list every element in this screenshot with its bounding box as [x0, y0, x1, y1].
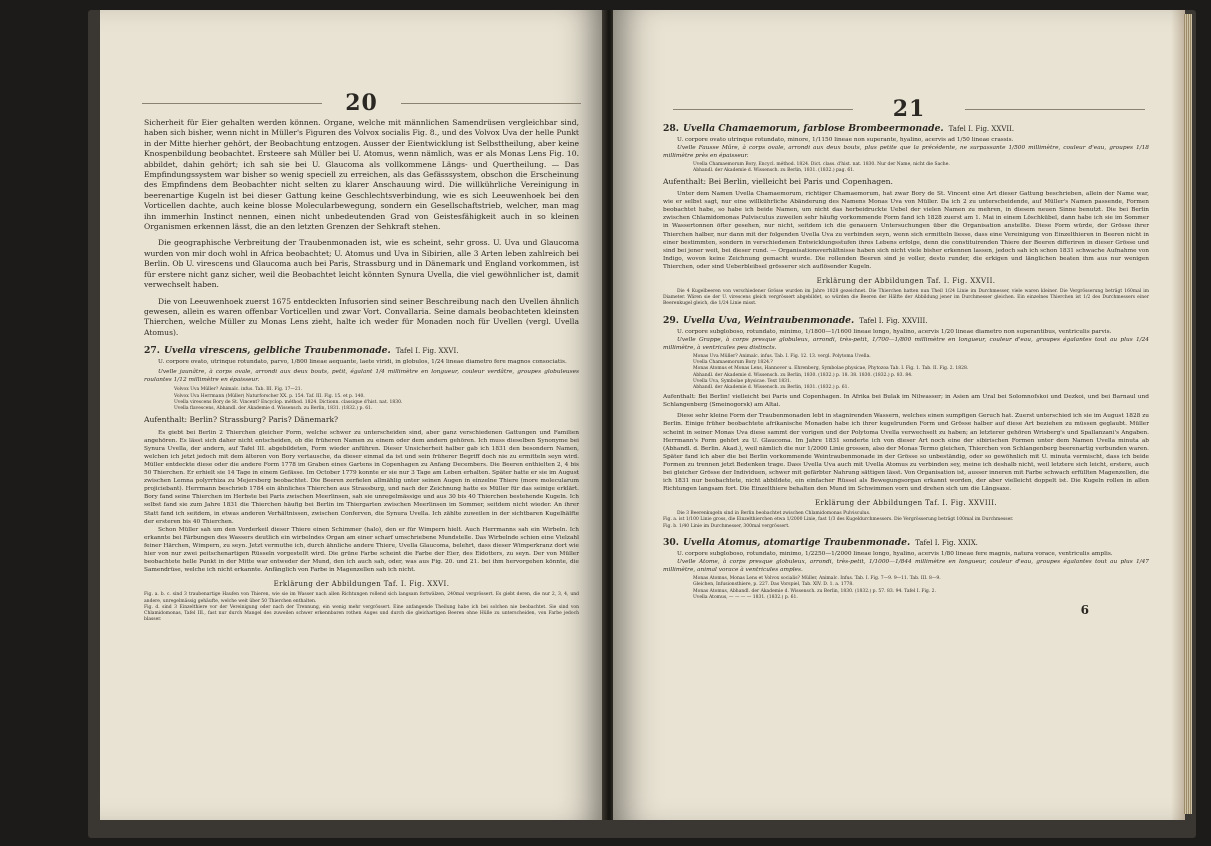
header-rule — [142, 103, 322, 104]
figure-explanation: Fig. b. 1/40 Linie im Durchmesser, 300mal vergrössert. — [663, 523, 790, 529]
synonym-list — [174, 387, 579, 412]
figure-explanation: Die 4 Kugelbeeren von verschiedener Grösse wurden im Jahre 1828 gezeichnet. Die Thierchen hatten nun Theil 1/24 Linie im Durchmesser, viele waren kleiner. Die Vergrösserung beträgt 160mal im Diameter. Wären sie der U. virescens gleich vergrössert abgebildet, so würden die Beeren der Hälfte der Abbildung jener im Durchmesser gleichen. Ein einzelnes Thierchen ist 1/2 des Durchmessers einer Beerenkugel gleich, die 1/24 Linie misst. — [663, 289, 1149, 307]
synonym: Monas Uva Müller? Animalc. infus. Tab. I. Fig. 12. 13. vergl. Polytoma Uvella. — [693, 353, 871, 359]
synonym: Abhandl. der Akademie d. Wissensch. zu Berlin, 1831. (1832.) p. 61. — [693, 384, 849, 390]
plate-reference: Tafel I. Fig. XXVII. — [948, 125, 1015, 133]
species-name: Uvella virescens, gelbliche Traubenmonade. — [163, 345, 391, 357]
page-number: 20 — [335, 90, 388, 116]
figure-explanation: Die 3 Beerenkugeln sind in Berlin beobachtet zwischen Chlamidomonas Pulvisculus. — [677, 511, 871, 517]
page-header-right — [673, 96, 1145, 122]
left-page — [100, 10, 605, 820]
synonym: Uvella Atomus, — — — — 1831. (1832.) p. 61. — [693, 594, 798, 600]
synonym: Gleichen, Infusionsthiere, p. 227. Das Vorspiel, Tab. XIV. D. 1. a. 1778. — [693, 582, 854, 588]
right-page-body — [663, 122, 1149, 617]
synonym: Uvella virescens Bory de St. Vincent? Encyclop. méthod. 1824. Dictionn. classique d'hist. nat. 1830. — [174, 399, 403, 405]
habitat: Aufenthalt: Bei Berlin! vielleicht bei Paris und Copenhagen. In Afrika bei Bulak im Nilwasser; in Asien am Ural bei Solomnofskoi und Dezkoi, und bei Barnaul und Schlangenberg (Smeinogorsk) am Altai. — [663, 394, 1149, 409]
synonym: Volvox Uva Müller? Animalc. infus. Tab. III. Fig. 17—21. — [174, 387, 303, 393]
french-diagnosis: Uvelle Grappe, à corps presque globuleux, arrondi, très-petit, 1/700—1/800 millimètre en longueur, couleur d'eau, groupes égalantes tout au plus 1/24 millimètre, à ventricules peu distincts. — [663, 336, 1149, 351]
page-number: 21 — [883, 96, 936, 122]
synonym: Volvox Uva Herrmann (Müller) Naturforscher XX. p. 154. Taf. III. Fig. 15. et p. 140. — [174, 393, 365, 399]
paragraph: Die geographische Verbreitung der Traubenmonaden ist, wie es scheint, sehr gross. U. Uva und Glaucoma wurden von mir doch wohl in Africa beobachtet; U. Atomus und Uva in Sibirien, alle 3 Arten leben zahlreich bei Berlin. Ob U. virescens und Glaucoma auch bei Paris, Strassburg und in Dänemark und England vorkommen, ist für erstere nicht ganz sicher, weil die Beobachtet leicht könnten Synura Uvella, die viel gewöhnlicher ist, damit verwechselt haben. — [144, 238, 579, 290]
synonym: Uvella flavescens, Abhandl. der Akademie d. Wissensch. zu Berlin, 1831. (1832.) p. 61. — [174, 406, 373, 412]
paragraph: Schon Müller sah um den Vorderkeil dieser Thiere einen Schimmer (halo), den er für Wimpern hielt. Auch Herrmanns sah ein Wirbeln. Ich erkannte bei Färbungen des Wassers deutlich ein wirbelndes Organ am einer scharf umschriebene Mundstelle. Das Wirbelnde schien eine Vielzahl feiner Härchen, Wimpern, zu seyn. Jetzt vermuthe ich, durch ähnliche andere Thiere, Uvella Glaucoma, belehrt, dass dieser Wimperkranz dort wie hier von nur zwei peitschenartigen Rüsseln vorgestellt wird. Die grüne Farbe scheint die Farbe der Eier, des Eidotters, zu seyn. Der von Müller beobachtete helle Punkt in der Mitte war entweder der Mund, den ich auch sah, oder, was aus Fig. 20. und 21. bei ihm hervorgehen könnte, die Samendrüse, welche ich nicht erkannte. Anfänglich von Farbe in Magenzellen sah ich nicht. — [144, 526, 579, 574]
species-heading — [144, 344, 579, 358]
habitat: Aufenthalt: Berlin? Strassburg? Paris? Dänemark? — [144, 415, 339, 425]
french-diagnosis: Uvelle Atome, à corps presque globuleux, arrondi, très-petit, 1/1000—1/844 millimètre en longueur, couleur d'eau, groupes égalantes tout au plus 1/47 millimètre, animal vorace à ventricules amples. — [663, 558, 1149, 574]
figure-explanation-heading: Erklärung der Abbildungen Taf. I. Fig. XXVII. — [816, 277, 996, 286]
species-heading — [663, 122, 1149, 136]
species-name: Uvella Chamaemorum, farblose Brombeermonade. — [682, 123, 944, 134]
page-header-left — [142, 90, 581, 116]
synonym: Uvella Chamaemorum Bory 1824.? — [693, 360, 773, 366]
latin-diagnosis: U. corpore ovato utrinque rotundato, minore, 1/1150 lineae non superante, hyalino, acervis ad 1/50 lineae crassis. — [677, 137, 1014, 143]
header-rule — [673, 109, 853, 110]
plate-reference: Tafel I. Fig. XXVIII. — [859, 316, 928, 325]
synonym-list — [693, 576, 1149, 601]
species-number: 27. — [144, 345, 160, 357]
synonym: Monas Atomus, Abhandl. der Akademie d. Wissensch. zu Berlin, 1830. (1832.) p. 57. 83. 94. Tafel I. Fig. 2. — [693, 588, 936, 594]
species-number: 29. — [663, 314, 679, 326]
synonym: Uvella Chamaemorum Bory, Encycl. méthod. 1824. Dict. class. d'hist. nat. 1830. Nur der Name, nicht die Sache. — [693, 162, 950, 168]
synonym: Monas Atomus et Monas Lens, Hannover u. Ehrenberg, Symbolae physicae, Phytozoa Tab. I. Fig. 1. Tab. II. Fig. 2. 1828. — [693, 366, 969, 372]
figure-explanation-heading: Erklärung der Abbildungen Taf. I. Fig. XXVI. — [273, 580, 450, 589]
french-diagnosis: Uvelle Fausse Mûre, à corps ovale, arrondi aux deux bouts, plus petite que la précédente, ne surpassante 1/500 millimètre, couleur d'eau, groupes 1/18 millimètre près en épaisseur. — [663, 145, 1149, 160]
species-heading — [663, 536, 1149, 550]
plate-reference: Tafel I. Fig. XXVI. — [395, 347, 459, 356]
figure-explanation: Fig. a. b. c. sind 3 traubenartige Haufen von Thieren, wie sie im Wasser nach allen Richtungen rollend sich langsam fortwälzen, 240mal vergrössert. Es giebt deren, die nur 2, 3, 4, und andere, unregelmässig gehäufte, welche weit über 50 Thierchen enthalten. — [144, 592, 579, 604]
synonym-list — [693, 162, 1149, 174]
header-rule — [965, 109, 1145, 110]
paragraph: Die von Leeuwenhoek zuerst 1675 entdeckten Infusorien sind seiner Beschreibung nach den Uvellen ähnlich gewesen, allein es waren offenbar Vorticellen und zwar Vort. Convallaria. Seine damals beobachteten kleinsten Thierchen, welche Müller zu Monas Lens zieht, halte ich weder für Monaden noch für Uvellen (vergl. Uvella Atomus). — [144, 296, 580, 337]
habitat: Aufenthalt: Bei Berlin, vielleicht bei Paris und Copenhagen. — [663, 176, 893, 186]
species-name: Uvella Uva, Weintraubenmonade. — [682, 314, 855, 326]
left-page-body — [144, 118, 579, 623]
species-number: 28. — [663, 123, 679, 134]
synonym: Abhandl. der Akademie d. Wissensch. zu Berlin, 1831. (1832.) pag. 61. — [693, 168, 855, 174]
figure-explanation: Fig. d. sind 3 Einzelthiere vor der Vereinigung oder nach der Trennung, ein wenig mehr vergrössert. Eine anfangende Theilung habe ich bei solchen nie beobachtet. Sie sind von Chlamidomonas, Tafel III., fast nur durch Mangel des zuweilen schwer erkennbaren rothen Auges und durch die gleichartigen Beeren ohne Hülle zu unterscheiden, von Farbe jedoch blasser. — [144, 604, 579, 623]
synonym: Monas Atomus, Monas Lens et Volvox socialis? Müller, Animalc. Infus. Tab. I. Fig. 7—9. 9—11. Tab. III. 8—9. — [693, 576, 941, 582]
synonym: Abhandl. der Akademie d. Wissensch. zu Berlin, 1830. (1832.) p. 18. 38. 1830. (1832.) p. 83. 84. — [693, 372, 913, 378]
french-diagnosis: Uvelle jaunâtre, à corps ovale, arrondi aux deux bouts, petit, égalant 1/4 millimètre en longueur, couleur verdâtre, groupes globuleuses roulantes 1/12 millimètre en épaisseur. — [144, 369, 579, 384]
latin-diagnosis: U. corpore ovato, utrinque rotundato, parvo, 1/800 lineae aequante, laete viridi, in globulos, 1/24 lineae diametro fere magnos consociatis. — [158, 359, 567, 366]
species-heading — [663, 314, 1149, 328]
species-name: Uvella Atomus, atomartige Traubenmonade. — [682, 536, 911, 548]
header-rule — [401, 103, 581, 104]
right-page — [613, 10, 1185, 820]
synonym: Uvella Uva, Symbolae physicae. Text 1831. — [693, 378, 792, 384]
synonym-list — [693, 354, 1149, 391]
paragraph: Es giebt bei Berlin 2 Thierchen gleicher Form, welche schwer zu unterscheiden sind, aber ganz verschiedenen Gattungen und Familien angehören. Es lässt sich daher nicht entscheiden, ob die früheren Namen zu einem oder dem andern gehören. Ich muss dieselben Synonyme bei Synura Uvella, der andern, auf Tafel III. abgebildeten, Form wieder anführen. Dieser Unsicherheit halber gab ich 1831 den besondern Namen, welchen ich jetzt jedoch mit dem älteren von Bory vertausche, da dieser einmal da ist und sein früherer Begriff doch nie zu ermitteln seyn wird. Müller entdeckte diese oder die andere Form 1778 im Graben eines Gartens in Copenhagen zu Anfang Decembers. Die Beeren enthielten 2, 4 bis 50 Thierchen. Er erhielt sie 14 Tage in einem Gefässe. Im October 1779 konnte er sie nur 3 Tage am Leben erhalten. Später hatte er sie im August zwischen Lemna polyrrhiza zu Mejersberg beobachtet. Die Beeren zerfielen allmählig unter seinen Augen in einzelne Thiere (more molecularum projiciebant). Herrmann beschrieb 1784 ein ähnliches Thierchen aus Strassburg, und nach der Zeichnung hatte es Müller für das seinige erklärt. Bory fand seine Thierchen im Herbste bei Paris zwischen Meerlinsen, sah sie unregelmässige und aus 30 bis 40 Thierchen bestehende Kugeln. Ich selbst fand sie zum Jahre 1831 die Thierchen häufig bei Berlin im Thiergarten zwischen Meerlinsen im Sommer, seitdem nicht wieder. An ihrer Statt fand ich seitdem, in etwas anderen Verhältnissen, zwischen Conferven, die Synura Uvella. Ich zählte zuweilen in der sichtbaren Kugelhälfte der ersteren bis 40 Thierchen. — [144, 429, 579, 525]
latin-diagnosis: U. corpore subgloboso, rotundato, minimo, 1/1800—1/1600 lineae longo, hyalino, acervis 1/20 lineae diametro non superantibus, ventriculis parvis. — [677, 328, 1112, 335]
figure-explanation-heading: Erklärung der Abbildungen Taf. I. Fig. XXVIII. — [815, 499, 997, 508]
paragraph: Sicherheit für Eier gehalten werden können. Organe, welche mit männlichen Samendrüsen vergleichbar sind, haben sich bisher, wenn nicht in Müller's Figuren des Volvox socialis Fig. 8., und des Volvox Uva der helle Punkt in der Mitte hierher gehört, der Beobachtung entzogen. Ausser der Eientwicklung ist Selbsttheilung, aber keine Knospenbildung beobachtet. Ersteere sah Müller bei U. Atomus, wenn nämlich, was er als Monas Lens Fig. 10. abbildet, dahin gehört; ich sah sie bei U. Glaucoma als vollkommene Längs- und Quertheilung. — Das Empfindungssystem war bisher so wenig speciell zu erreichen, als das Gefässsystem, obschon die Erscheinung des Empfindens dem Beobachter nicht selten zu klarer Anschauung wird. Die willkührliche Vereinigung in beerenartige Kugeln ist bei dieser Gattung keine Geschlechtsverbindung, wie es sich Leeuwenhoek bei den Vorticellen dachte, auch keine blosse Molecularbewegung, sondern ein Gesellschaftstrieb, welcher, man mag ihn immerhin Instinct nennen, einen nicht unbedeutenden Grad von Geistesfähigkeit auch in so kleinen Organismen erkennen lässt, die an den letzten Grenzen der Sehkraft stehen. — [144, 118, 579, 232]
plate-reference: Tafel I. Fig. XXIX. — [915, 538, 978, 547]
signature-mark: 6 — [1080, 602, 1089, 617]
figure-explanation: Fig. a. ist 1/100 Linie gross, die Einzelthierchen etwa 1/2000 Linie, fast 1/3 des Kugeldurchmessers. Die Vergrösserung beträgt 100mal im Durchmesser. — [663, 517, 1014, 523]
page-edges — [1184, 14, 1192, 814]
paragraph: Unter dem Namen Uvella Chamaemorum, richtiger Chamaemorum, hat zwar Bory de St. Vincent eine Art dieser Gattung beschrieben, allein der Name war, wie er selbst sagt, nur eine willkührliche Abänderung des Namens Monas Uva von Müller. Da ich 2 zu unterscheidende, auf Müller's Namen passende, Formen beobachtet habe, so habe ich beide Namen, um nicht das herbeidruckte Uebel der vielen Namen zu mehren, in diesem neuen Sinne benutzt. Die bei Berlin zwischen Chlamidomonas Pulvisculus zuweilen sehr häufig vorkommende Form fand ich 1828 zuerst am 1. Mai in einem Löschkübel, dann habe ich sie im Sommer in Wassertonnen öfter gesehen, nur nicht, seitdem ich die genauern Untersuchungen über die Organisation anstellte. Diese Form würde, der Grösse ihrer Thierchen halber, nur dann mit der folgenden Uvella Uva zu verbinden seyn, wenn sich ermitteln liesse, dass eine Vereinigung von Einzelthieren in Beeren nicht in einer bestimmten, sondern in verschiedenen Entwicklungsstufen ihres Lebens erfolge, denn die constituirenden Thiere der Beeren differiren in dieser Grösse und sind bei jener weit, bei dieser rund. — Organisationsverhältnisse haben sich nicht viele bisher erkennen lassen, jedoch sah ich schon 1831 schwache Aufnahme von Indigo, wovon keine Zeichnung gemacht wurde. Die rollenden Beeren sind je voller, desto runder, die erkigen und länglichen beaten ihm aus nur wenigen Thierchen, oder sind Ueberbleibsel grösserer sich auflösender Kugeln. — [663, 191, 1149, 270]
paragraph: Diese sehr kleine Form der Traubenmonaden lebt in stagnirenden Wassern, welches einen sumpfigen Geruch hat. Zuerst unterschied ich sie im August 1828 zu Berlin. Einige früher beobachtete afrikanische Monaden habe ich ihrer kugelrunden Form und Grösse halber auf diese Art beziehen zu müssen geglaubt. Müller scheint in seiner Monas Uva diese sammt der vorigen und der Polytoma Uvella verwechselt zu haben; an letzterer gehören Wrisberg's und Spallanzani's Angaben. Herrmann's Form gehört zu U. Glaucoma. Im Jahre 1831 sonderte ich von dieser Art noch eine der sibirischen Formen unter dem Namen Uvella minuta ab (Abhandl. d. Berlin. Akad.), weil nämlich die nur 1/2000 Linie grossen, also der Monas Termo gleichen, Thierchen von Schlangenberg beerenartig verbunden waren. Später fand ich aber die bei Berlin vorkommende Weintraubenmonade in der Grösse so unbeständig, oder so gewöhnlich mit U. minuta vermischt, dass ich beide Formen zu trennen jetzt Bedenken trage. Dass Uvella Uva auch mit Uvella Atomus zu verbinden sey, meine ich deshalb nicht, weil letztere sich leicht, erstere, auch bei gleicher Grösse der Individuen, schwer mit gefärbter Nahrung sättigen lässt. Von Organisation ist, ausser inneren mit Farbe schwach erfüllten Magenzellen, die ich 1831 nur beobachtete, nicht abbildete, ein einfacher Rüssel als Bewegungsorgan erkannt worden, der aber vielleicht doppelt ist. Die Kugeln rollen in allen Richtungen langsam fort. Die Einzelthiere behalten den Mund im Schwimmen vorn und drehen sich um die Längsaxe. — [663, 413, 1149, 493]
latin-diagnosis: U. corpore subgloboso, rotundato, minimo, 1/2250—1/2000 lineae longo, hyalino, acervis 1/80 lineae fere magnis, natura vorace, ventriculis amplis. — [677, 550, 1113, 557]
species-number: 30. — [663, 536, 679, 548]
